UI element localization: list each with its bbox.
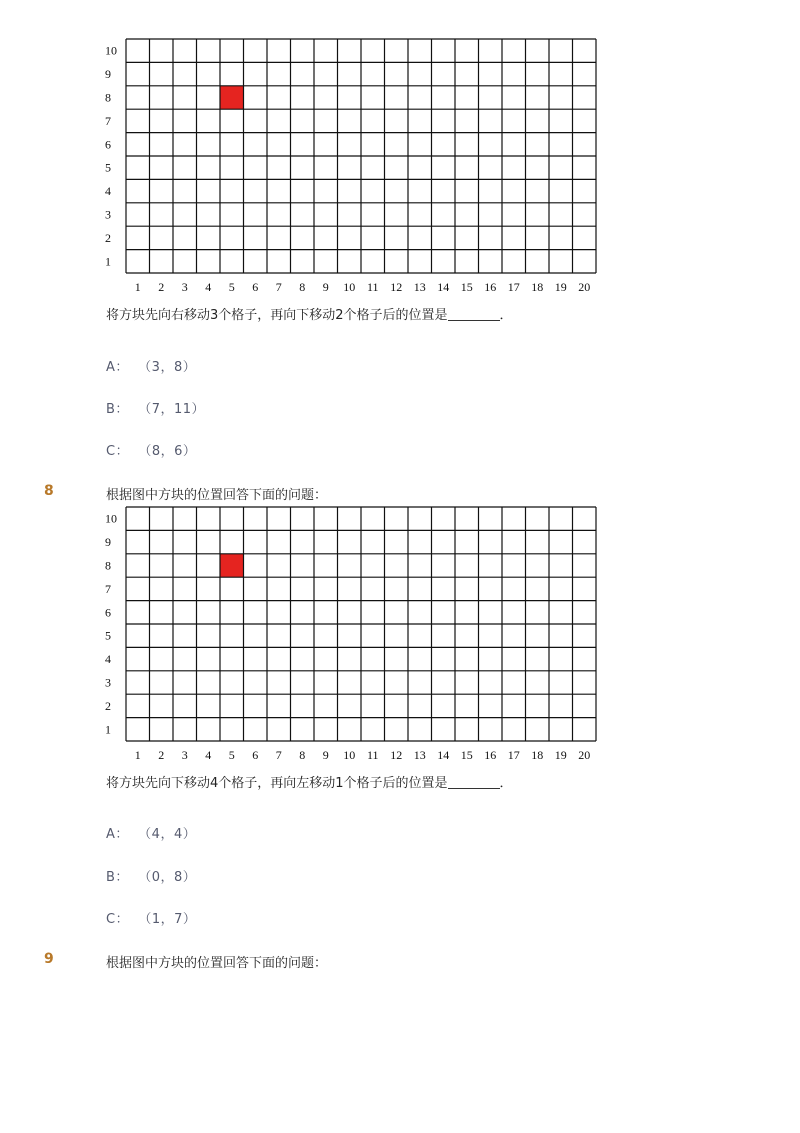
q7-prompt	[106, 304, 513, 323]
q7-x-tick-label: 15	[460, 280, 473, 294]
option-letter: C	[106, 444, 116, 459]
q8-y-tick-label: 2	[105, 698, 111, 713]
option-letter: A	[106, 360, 116, 375]
q7-grid	[103, 36, 603, 296]
q8-x-tick-label: 9	[322, 748, 329, 762]
q8-title: 根据图中方块的位置回答下面的问题：	[106, 488, 328, 503]
q7-x-tick-label: 10	[343, 280, 356, 294]
q8-answer-blank	[448, 776, 500, 789]
q8-y-tick-label: 7	[105, 581, 111, 596]
q9-number: 9	[44, 951, 54, 967]
option-letter: A	[106, 827, 116, 842]
q7-y-tick-label: 5	[105, 160, 111, 175]
q7-y-tick-label: 10	[105, 43, 117, 58]
q8-red-block	[220, 554, 244, 577]
option-text: （1，7）	[138, 912, 197, 927]
q7-x-tick-label: 18	[531, 280, 544, 294]
q7-x-tick-label: 7	[275, 280, 282, 294]
q8-x-tick-label: 5	[228, 748, 235, 762]
q8-prompt	[106, 772, 513, 791]
q8-x-tick-label: 4	[205, 748, 212, 762]
q8-y-tick-label: 8	[105, 558, 111, 573]
q7-prompt-end: ．	[499, 308, 513, 323]
q7-y-tick-label: 3	[105, 207, 111, 222]
q7-x-tick-label: 3	[181, 280, 188, 294]
q8-option-a[interactable]: A： （4，4）	[106, 827, 197, 842]
q7-y-tick-label: 2	[105, 230, 111, 245]
q7-y-tick-label: 6	[105, 137, 111, 152]
q8-x-tick-label: 14	[437, 748, 450, 762]
q8-prompt-end: ．	[499, 776, 513, 791]
q8-x-tick-label: 3	[181, 748, 188, 762]
option-text: （4，4）	[138, 827, 197, 842]
q7-red-block	[220, 86, 244, 109]
q8-x-tick-label: 16	[484, 748, 497, 762]
q7-option-a[interactable]: A： （3，8）	[106, 360, 197, 375]
option-text: （8，6）	[138, 444, 197, 459]
q7-x-tick-label: 1	[134, 280, 141, 294]
q8-x-tick-label: 15	[460, 748, 473, 762]
q7-y-tick-label: 7	[105, 113, 111, 128]
option-letter: B	[106, 870, 116, 885]
option-text: （0，8）	[138, 870, 197, 885]
q9-title: 根据图中方块的位置回答下面的问题：	[106, 956, 328, 971]
q8-x-tick-label: 18	[531, 748, 544, 762]
q8-y-tick-label: 9	[105, 535, 111, 550]
option-text: （3，8）	[138, 360, 197, 375]
q7-y-tick-label: 1	[105, 254, 111, 269]
option-text: （7，11）	[138, 402, 206, 417]
q7-x-tick-label: 8	[299, 280, 306, 294]
q7-answer-blank	[448, 308, 500, 321]
q7-y-tick-label: 8	[105, 90, 111, 105]
q8-x-tick-label: 1	[134, 748, 141, 762]
q8-option-c[interactable]: C： （1，7）	[106, 912, 197, 927]
q8-y-tick-label: 3	[105, 675, 111, 690]
q7-y-tick-label: 4	[105, 184, 111, 199]
q8-x-tick-label: 2	[158, 748, 165, 762]
q7-x-tick-label: 12	[390, 280, 403, 294]
q8-y-tick-label: 4	[105, 652, 111, 667]
q7-x-tick-label: 5	[228, 280, 235, 294]
q8-x-tick-label: 10	[343, 748, 356, 762]
q8-y-tick-label: 10	[105, 511, 117, 526]
q8-grid-svg	[103, 504, 603, 766]
q7-x-tick-label: 6	[252, 280, 259, 294]
q7-x-tick-label: 20	[578, 280, 591, 294]
option-letter: B	[106, 402, 116, 417]
q8-x-tick-label: 6	[252, 748, 259, 762]
q8-x-tick-label: 7	[275, 748, 282, 762]
q7-x-tick-label: 11	[366, 280, 379, 294]
q7-y-tick-label: 9	[105, 67, 111, 82]
q8-y-tick-label: 1	[105, 722, 111, 737]
q8-y-tick-label: 6	[105, 605, 111, 620]
q8-y-tick-label: 5	[105, 628, 111, 643]
q8-x-tick-label: 8	[299, 748, 306, 762]
q8-grid	[103, 504, 603, 764]
q8-x-tick-label: 12	[390, 748, 403, 762]
q8-prompt-text: 将方块先向下移动4个格子，再向左移动1个格子后的位置是	[106, 776, 448, 791]
q7-x-tick-label: 14	[437, 280, 450, 294]
q8-x-tick-label: 20	[578, 748, 591, 762]
q8-option-b[interactable]: B： （0，8）	[106, 870, 197, 885]
q8-x-tick-label: 17	[507, 748, 520, 762]
q7-grid-svg	[103, 36, 603, 298]
q7-prompt-text: 将方块先向右移动3个格子，再向下移动2个格子后的位置是	[106, 308, 448, 323]
q8-number: 8	[44, 483, 54, 499]
q8-x-tick-label: 19	[554, 748, 567, 762]
q7-x-tick-label: 16	[484, 280, 497, 294]
q7-x-tick-label: 2	[158, 280, 165, 294]
q8-x-tick-label: 13	[413, 748, 426, 762]
q8-x-tick-label: 11	[366, 748, 379, 762]
option-letter: C	[106, 912, 116, 927]
q7-x-tick-label: 13	[413, 280, 426, 294]
q7-option-b[interactable]: B： （7，11）	[106, 402, 206, 417]
q7-option-c[interactable]: C： （8，6）	[106, 444, 197, 459]
q7-x-tick-label: 19	[554, 280, 567, 294]
q7-x-tick-label: 17	[507, 280, 520, 294]
q7-x-tick-label: 9	[322, 280, 329, 294]
q7-x-tick-label: 4	[205, 280, 212, 294]
